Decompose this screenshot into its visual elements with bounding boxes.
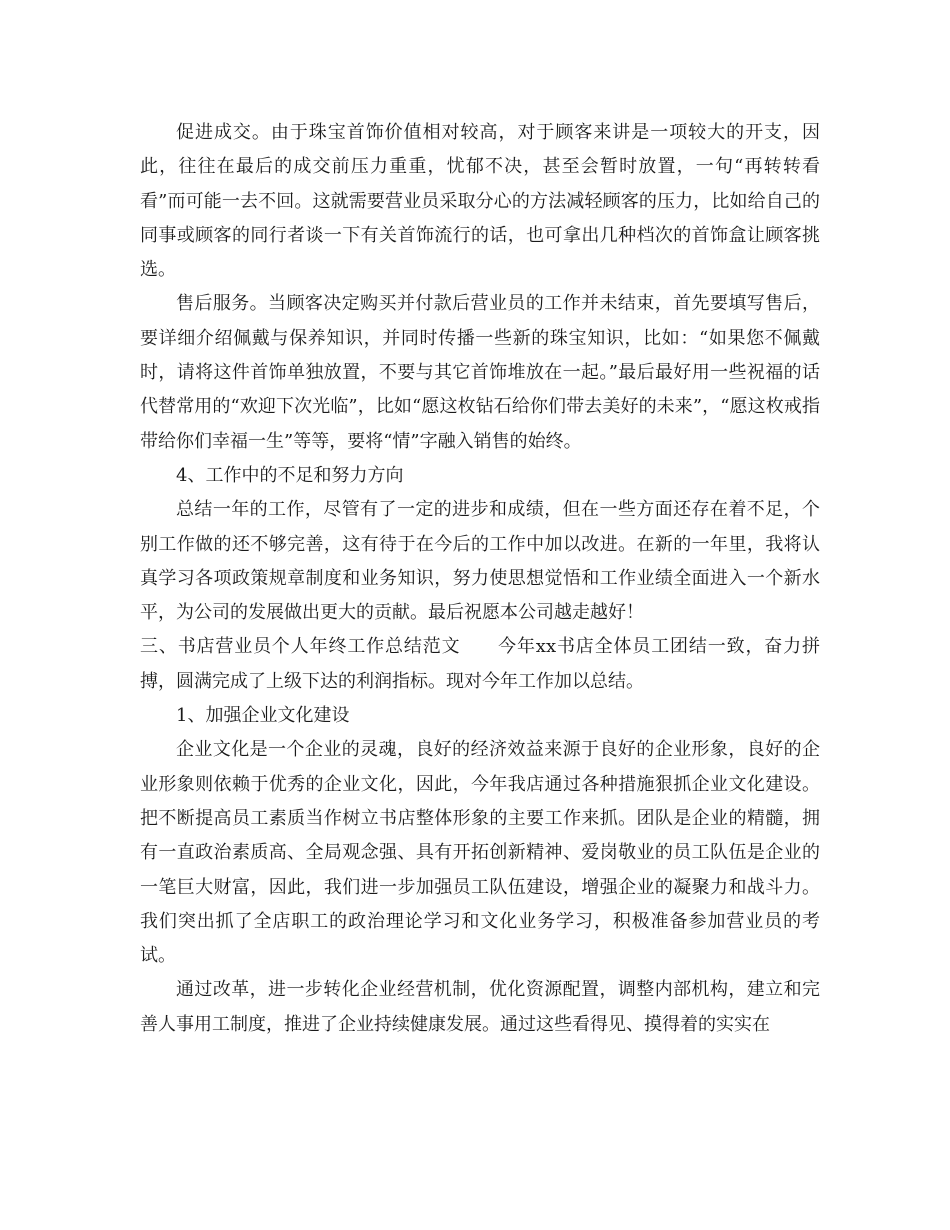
paragraph-after-sales: 售后服务。当顾客决定购买并付款后营业员的工作并未结束，首先要填写售后，要详细介绍佩戴与保养知识，并同时传播一些新的珠宝知识，比如：“如果您不佩戴时，请将这件首饰单独放置，不要与其它首饰堆放在一起。”最后最好用一些祝福的话代替常用的“欢迎下次光临”，比如“愿这枚钻石给你们带去美好的未来”，“愿这枚戒指带给你们幸福一生”等等，要将“情”字融入销售的始终。 [140, 293, 820, 452]
paragraph-year-summary: 总结一年的工作，尽管有了一定的进步和成绩，但在一些方面还存在着不足，个别工作做的还不够完善，这有待于在今后的工作中加以改进。在新的一年里，我将认真学习各项政策规章制度和业务知识，努力使思想觉悟和工作业绩全面进入一个新水平，为公司的发展做出更大的贡献。最后祝愿本公司越走越好！ [140, 499, 820, 624]
heading-corporate-culture: 1、加强企业文化建设 [176, 705, 350, 727]
paragraph-closing-deal: 促进成交。由于珠宝首饰价值相对较高，对于顾客来讲是一项较大的开支，因此，往往在最后的成交前压力重重，忧郁不决，甚至会暂时放置，一句“再转转看看”而可能一去不回。这就需要营业员采取分心的方法减轻顾客的压力，比如给自己的同事或顾客的同行者谈一下有关首饰流行的话，也可拿出几种档次的首饰盒让顾客挑选。 [140, 122, 820, 281]
paragraph-reform: 通过改革，进一步转化企业经营机制，优化资源配置，调整内部机构，建立和完善人事用工制度，推进了企业持续健康发展。通过这些看得见、摸得着的实实在 [140, 979, 820, 1035]
heading-shortcomings: 4、工作中的不足和努力方向 [176, 464, 404, 486]
document-body [140, 116, 820, 1042]
paragraph-corporate-culture: 企业文化是一个企业的灵魂，良好的经济效益来源于良好的企业形象，良好的企业形象则依赖于优秀的企业文化，因此，今年我店通过各种措施狠抓企业文化建设。把不断提高员工素质当作树立书店整体形象的主要工作来抓。团队是企业的精髓，拥有一直政治素质高、全局观念强、具有开拓创新精神、爱岗敬业的员工队伍是企业的一笔巨大财富，因此，我们进一步加强员工队伍建设，增强企业的凝聚力和战斗力。我们突出抓了全店职工的政治理论学习和文化业务学习，积极准备参加营业员的考试。 [140, 739, 820, 967]
section-title-bookstore: 三、书店营业员个人年终工作总结范文 今年xx书店全体员工团结一致，奋力拼搏，圆满完成了上级下达的利润指标。现对今年工作加以总结。 [140, 636, 820, 692]
